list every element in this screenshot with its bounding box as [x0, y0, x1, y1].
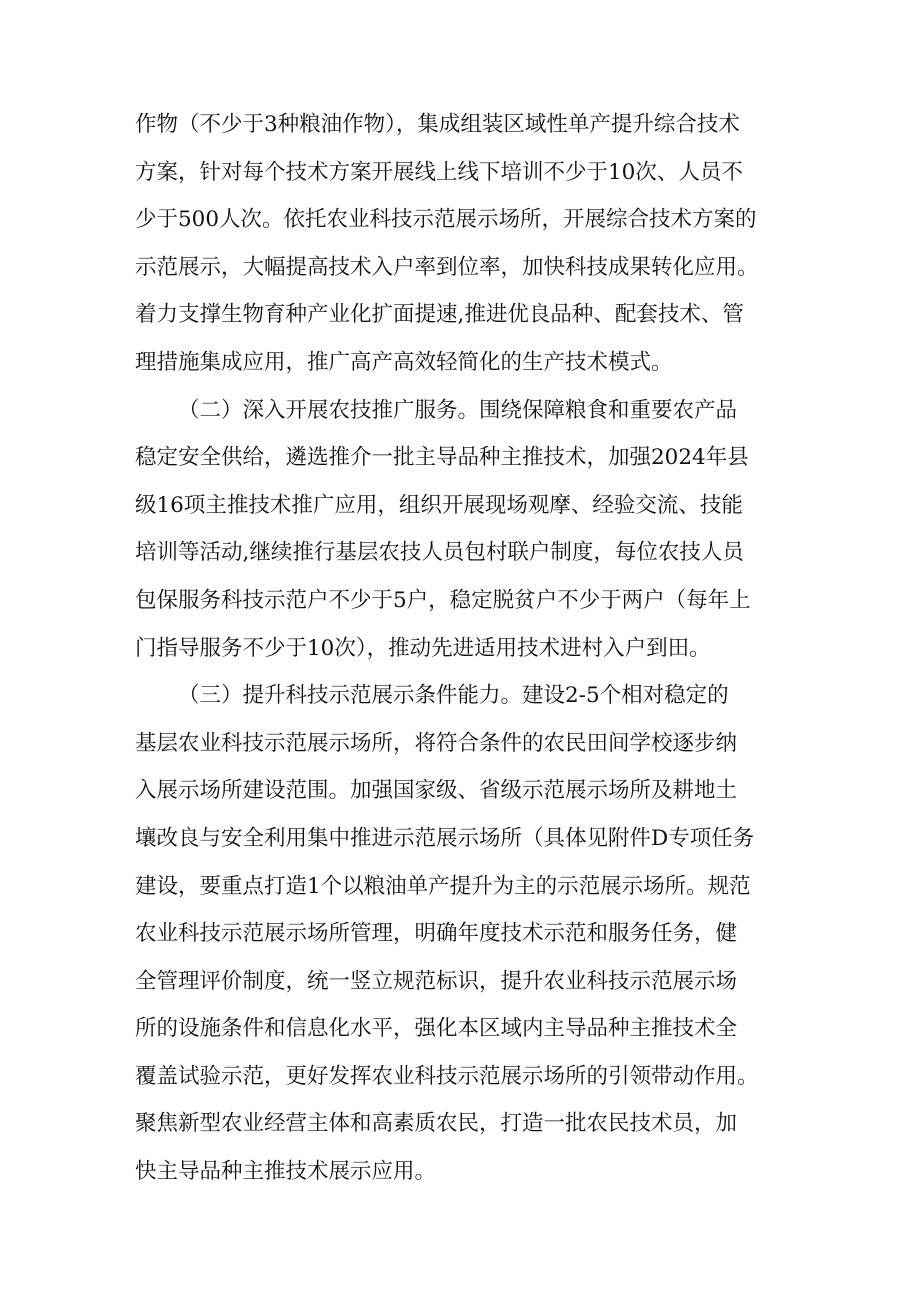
text-line: 覆盖试验示范，更好发挥农业科技示范展示场所的引领带动作用。: [135, 1063, 759, 1089]
text-line: 级16项主推技术推广应用，组织开展现场观摩、经验交流、技能: [135, 492, 743, 518]
section-heading-line: （二）深入开展农技推广服务。围绕保障粮食和重要农产品: [178, 397, 738, 423]
text-line: 方案，针对每个技术方案开展线上线下培训不少于10次、人员不: [135, 159, 743, 185]
document-body: [135, 101, 795, 1196]
text-line: 少于500人次。依托农业科技示范展示场所，开展综合技术方案的: [135, 207, 757, 233]
text-line: 培训等活动,继续推行基层农技人员包村联户制度，每位农技人员: [135, 540, 744, 566]
text-line: 作物（不少于3种粮油作物），集成组装区域性单产提升综合技术: [135, 112, 740, 137]
text-line: 理措施集成应用，推广高产高效轻简化的生产技术模式。: [135, 349, 673, 375]
text-line: 农业科技示范展示场所管理，明确年度技术示范和服务任务，健: [135, 921, 738, 947]
paragraph-2: [135, 387, 795, 673]
text-line: 着力支撑生物育种产业化扩面提速,推进优良品种、配套技术、管: [135, 302, 744, 328]
text-line: 基层农业科技示范展示场所，将符合条件的农民田间学校逐步纳: [135, 730, 738, 756]
section-heading-line: （三）提升科技示范展示条件能力。建设2-5个相对稳定的: [178, 683, 729, 709]
text-line: 包保服务科技示范户不少于5户，稳定脱贫户不少于两户（每年上: [135, 587, 751, 613]
text-line: 建设，要重点打造1个以粮油单产提升为主的示范展示场所。规范: [135, 873, 751, 899]
text-line: 快主导品种主推技术展示应用。: [135, 1159, 437, 1185]
text-line: 示范展示，大幅提高技术入户率到位率，加快科技成果转化应用。: [135, 254, 759, 280]
paragraph-3: [135, 672, 795, 1196]
paragraph-1: [135, 101, 795, 387]
text-line: 全管理评价制度，统一竖立规范标识，提升农业科技示范展示场: [135, 968, 738, 994]
text-line: 门指导服务不少于10次），推动先进适用技术进村入户到田。: [135, 635, 711, 661]
text-line: 壤改良与安全利用集中推进示范展示场所（具体见附件D专项任务: [135, 825, 755, 851]
text-line: 聚焦新型农业经营主体和高素质农民，打造一批农民技术员，加: [135, 1111, 738, 1137]
text-line: 入展示场所建设范围。加强国家级、省级示范展示场所及耕地土: [135, 778, 738, 804]
text-line: 所的设施条件和信息化水平，强化本区域内主导品种主推技术全: [135, 1016, 738, 1042]
text-line: 稳定安全供给，遴选推介一批主导品种主推技术，加强2024年县: [135, 445, 749, 471]
